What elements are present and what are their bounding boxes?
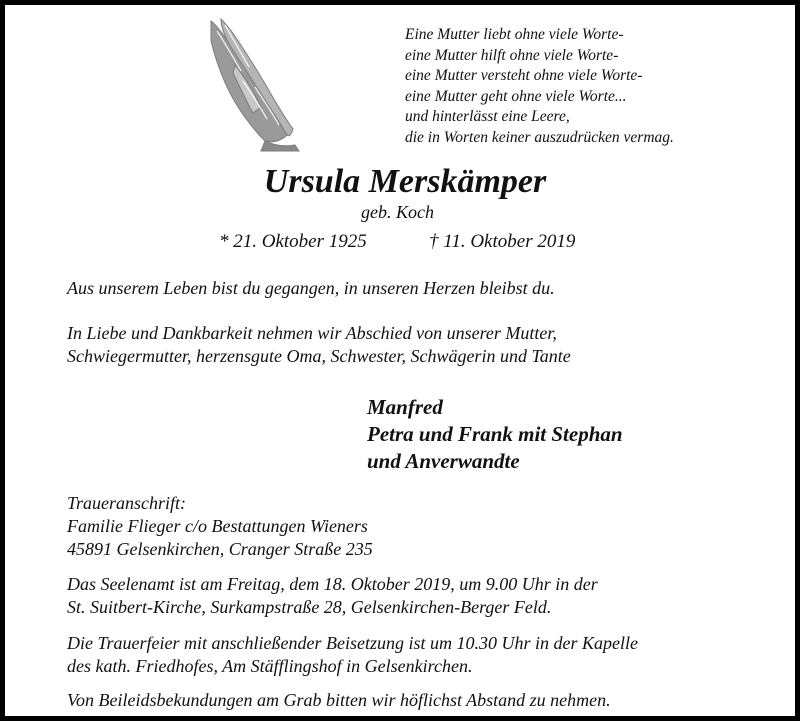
praying-hands-icon <box>195 17 305 152</box>
condolence-note: Von Beileidsbekundungen am Grab bitten wir höflichst Abstand zu nehmen. <box>67 690 611 710</box>
birth-name: geb. Koch <box>361 202 434 222</box>
funeral-info <box>67 632 638 678</box>
mourning-address <box>67 492 373 561</box>
farewell-text <box>67 322 571 368</box>
memorial-line: Aus unserem Leben bist du gegangen, in unseren Herzen bleibst du. <box>67 278 555 298</box>
family-line: Manfred <box>367 395 443 419</box>
family-line: und Anverwandte <box>367 449 520 473</box>
poem-line: und hinterlässt eine Leere, <box>405 108 570 125</box>
birth-date: * 21. Oktober 1925 <box>219 231 367 252</box>
address-line: 45891 Gelsenkirchen, Cranger Straße 235 <box>67 539 373 559</box>
address-line: Traueranschrift: <box>67 493 187 513</box>
funeral-line: Die Trauerfeier mit anschließender Beisetzung ist um 10.30 Uhr in der Kapelle <box>67 633 638 653</box>
address-line: Familie Flieger c/o Bestattungen Wieners <box>67 516 368 536</box>
poem-line: eine Mutter geht ohne viele Worte... <box>405 87 627 105</box>
requiem-info <box>67 573 598 619</box>
poem-line: eine Mutter hilft ohne viele Worte- <box>405 46 619 64</box>
poem-line: eine Mutter versteht ohne viele Worte- <box>405 67 643 84</box>
poem-line: die in Worten keiner auszudrücken vermag. <box>405 128 674 146</box>
funeral-line: des kath. Friedhofes, Am Stäfflingshof in Gelsenkirchen. <box>67 656 473 676</box>
poem <box>405 25 674 148</box>
requiem-line: Das Seelenamt ist am Freitag, dem 18. Oktober 2019, um 9.00 Uhr in der <box>67 574 598 594</box>
death-date: † 11. Oktober 2019 <box>429 231 576 252</box>
requiem-line: St. Suitbert-Kirche, Surkampstraße 28, Gelsenkirchen-Berger Feld. <box>67 597 552 617</box>
farewell-line: In Liebe und Dankbarkeit nehmen wir Abschied von unserer Mutter, <box>67 323 557 343</box>
poem-line: Eine Mutter liebt ohne viele Worte- <box>405 26 624 43</box>
farewell-line: Schwiegermutter, herzensgute Oma, Schwester, Schwägerin und Tante <box>67 346 571 366</box>
family-signatures <box>367 394 623 475</box>
deceased-name: Ursula Merskämper <box>263 163 547 200</box>
family-line: Petra und Frank mit Stephan <box>367 422 623 446</box>
